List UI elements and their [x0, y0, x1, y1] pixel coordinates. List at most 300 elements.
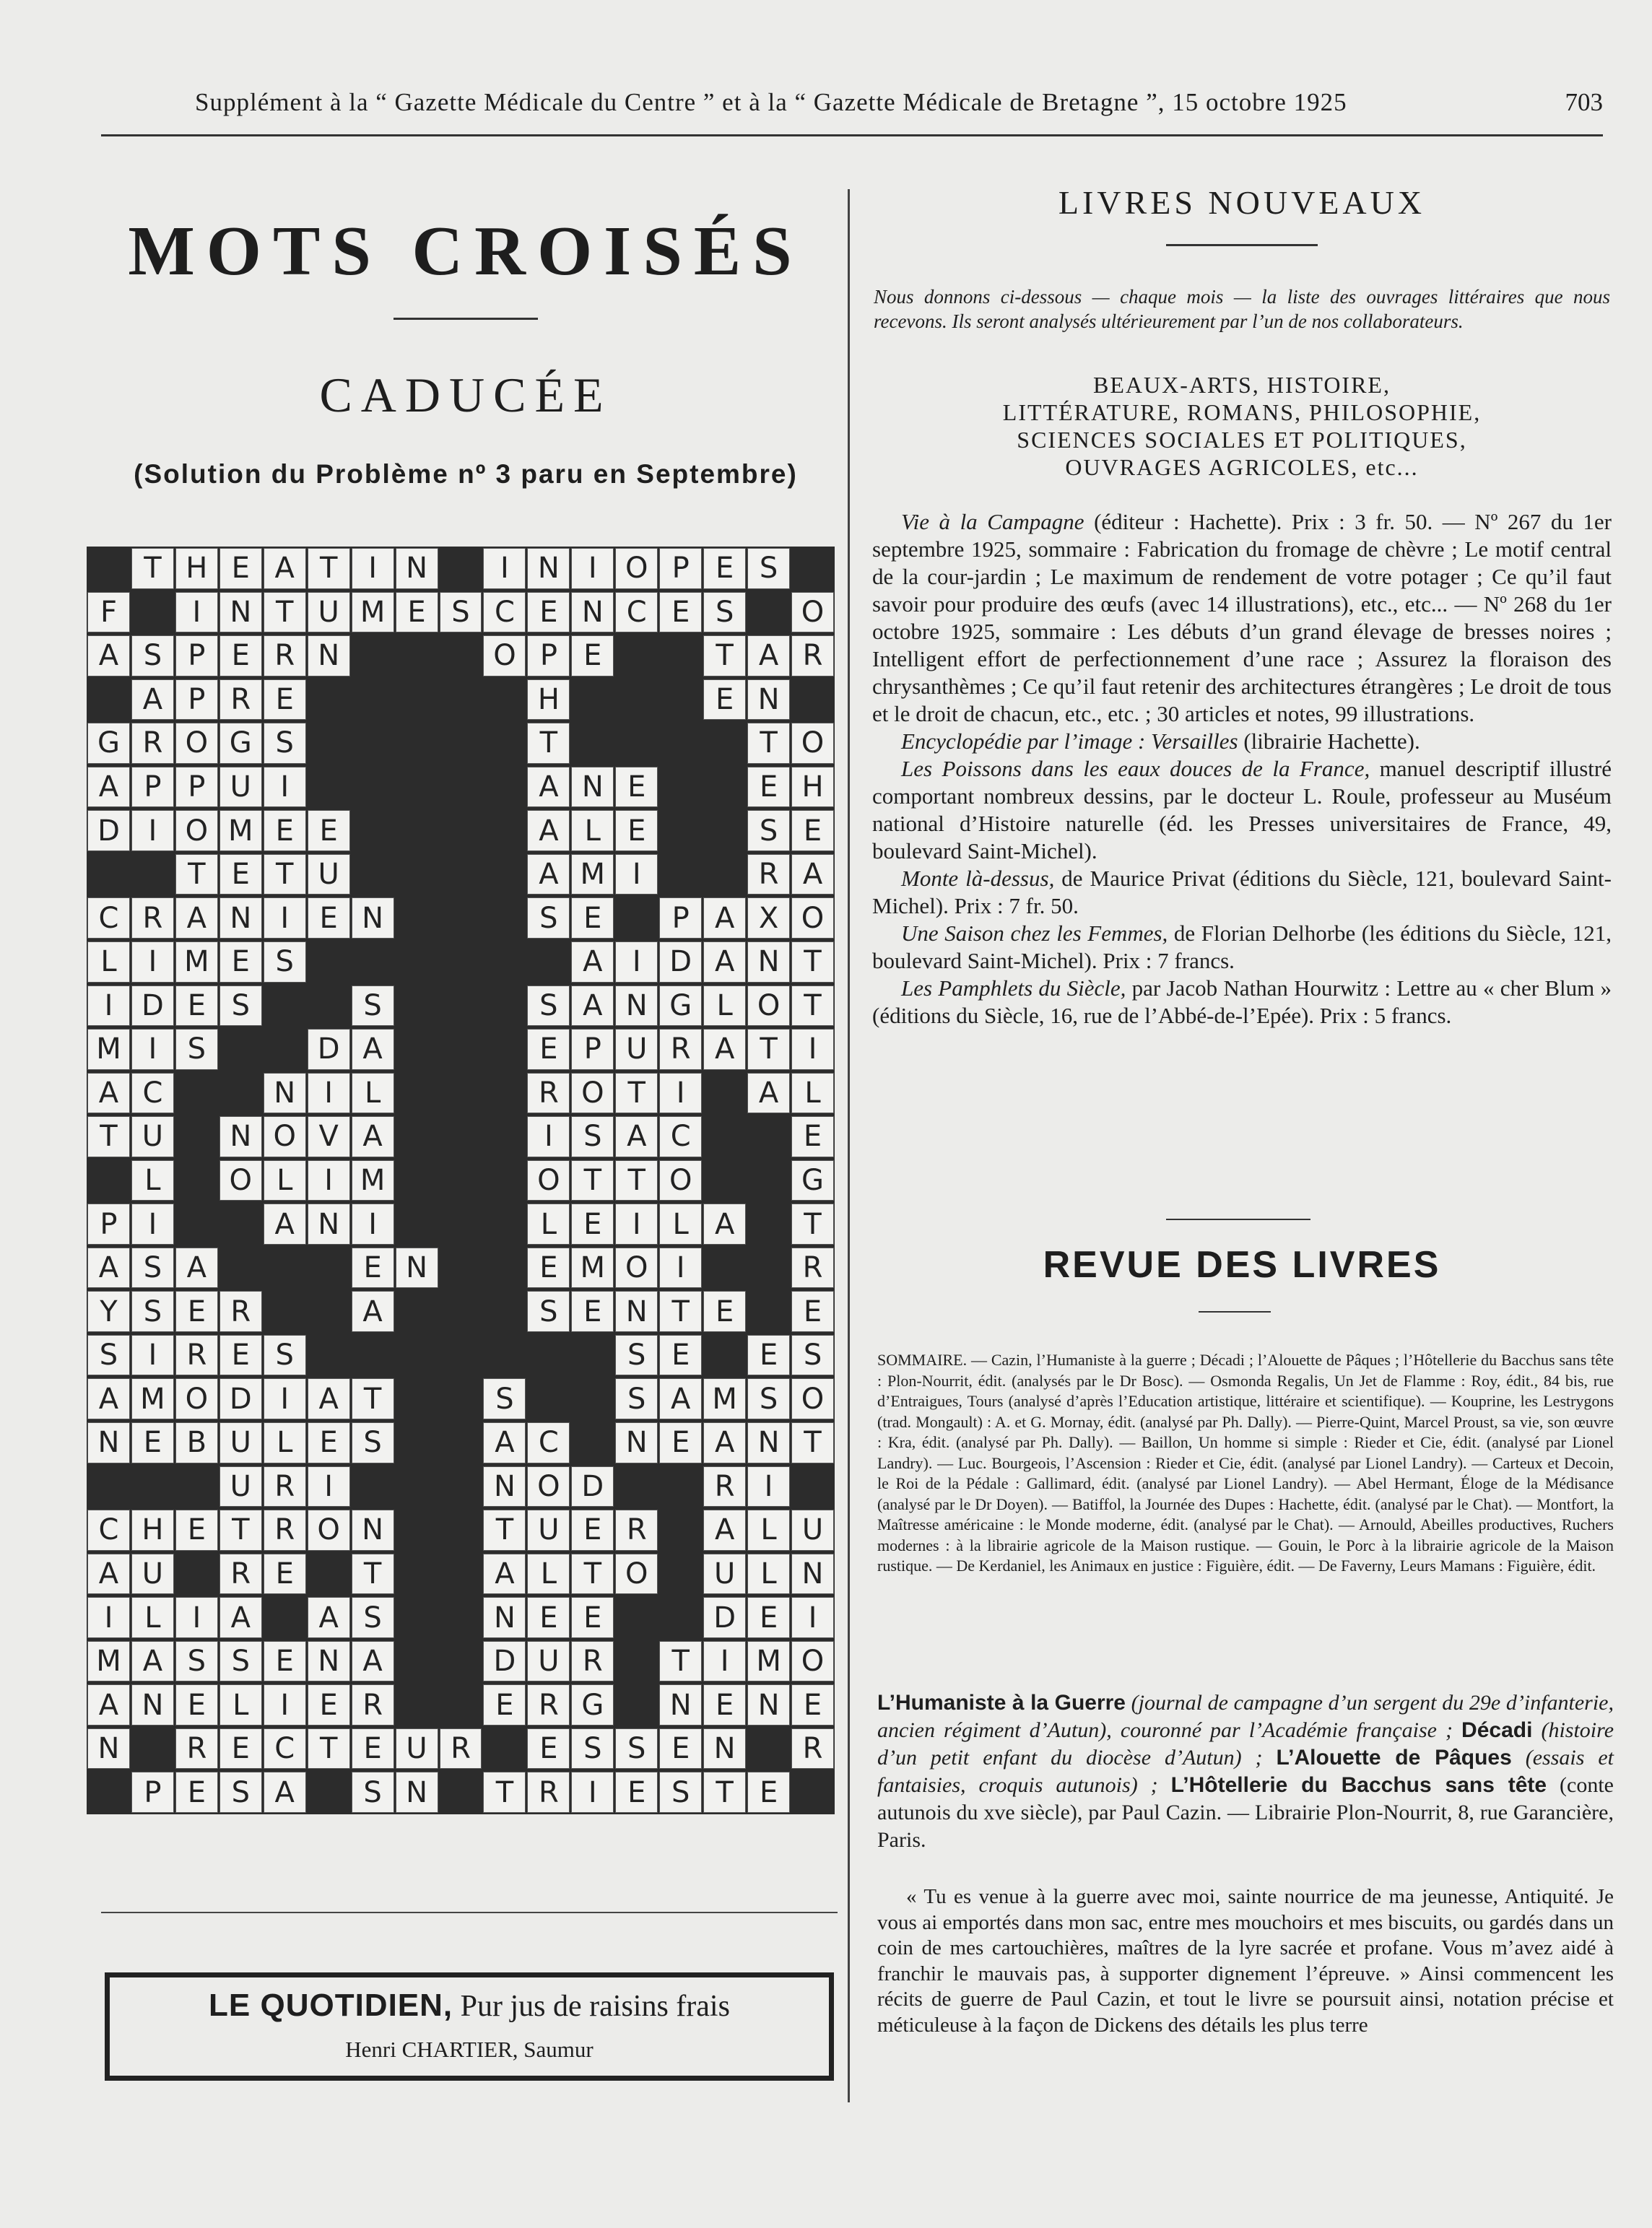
crossword-cell: L	[660, 1204, 701, 1244]
crossword-cell: S	[220, 986, 261, 1026]
crossword-cell: E	[572, 1292, 613, 1331]
crossword-cell: A	[88, 1074, 129, 1113]
book-entry	[872, 755, 1612, 865]
crossword-cell: L	[264, 1423, 305, 1463]
crossword-cell: M	[704, 1379, 745, 1419]
crossword-cell: S	[528, 898, 569, 938]
crossword-cell: H	[176, 549, 217, 588]
crossword-cell: T	[704, 636, 745, 676]
book-title: Les Pamphlets du Siècle,	[901, 975, 1126, 1001]
crossword-cell: L	[264, 1161, 305, 1201]
crossword-cell: R	[660, 1030, 701, 1069]
crossword-cell: I	[132, 942, 173, 982]
section-rule	[101, 1912, 838, 1913]
crossword-cell: A	[88, 767, 129, 807]
crossword-cell: U	[528, 1642, 569, 1681]
crossword-cell: D	[88, 811, 129, 850]
crossword-cell: M	[572, 1248, 613, 1288]
crossword-cell: U	[616, 1030, 657, 1069]
crossword-cell: G	[572, 1685, 613, 1725]
crossword-cell: I	[264, 1379, 305, 1419]
revue-rule	[1199, 1311, 1271, 1313]
crossword-cell: N	[264, 1074, 305, 1113]
crossword-cell: I	[264, 898, 305, 938]
review-book-title: Décadi	[1461, 1718, 1533, 1742]
crossword-cell: C	[528, 1423, 569, 1463]
crossword-cell: T	[352, 1554, 394, 1594]
livres-nouveaux-title: LIVRES NOUVEAUX	[1058, 184, 1426, 221]
crossword-cell: R	[220, 1554, 261, 1594]
crossword-cell: L	[528, 1204, 569, 1244]
crossword-cell: O	[176, 1379, 217, 1419]
crossword-cell: U	[528, 1510, 569, 1550]
crossword-cell: E	[308, 1685, 349, 1725]
crossword-cell: N	[572, 593, 613, 632]
crossword-cell: S	[748, 549, 789, 588]
book-details: (éditeur : Hachette). Prix : 3 fr. 50. — Nº 267 du 1er septembre 1925, sommaire : Fabrication du fromage de chèvre ; Le motif central de la cour-jardin ; Le maximum de rendement de votre potager ; Ce qu’il faut savoir pour produire des œufs (avec 14 illustrations), etc., etc... — Nº 268 du 1er octobre 1925, sommaire : Les débuts d’un grand élevage de bresses noires ; Intelligent effort de perfectionnement d’une race ; Assurez la floraison des chrysanthèmes ; Ce qu’il faut retenir des architectures étrangères ; Le droit de tous et le droit de chacun, etc., etc. ; 30 articles et notes, 99 illustrations.	[872, 509, 1612, 726]
crossword-cell: A	[132, 680, 173, 720]
crossword-cell: P	[88, 1204, 129, 1244]
crossword-cell: T	[616, 1074, 657, 1113]
crossword-cell: R	[132, 898, 173, 938]
crossword-cell: C	[616, 593, 657, 632]
crossword-cell: R	[264, 1510, 305, 1550]
title-rule	[394, 318, 538, 320]
crossword-cell: A	[308, 1598, 349, 1637]
category-line: SCIENCES SOCIALES ET POLITIQUES,	[1017, 427, 1467, 453]
crossword-cell: E	[792, 811, 833, 850]
crossword-cell: N	[616, 1292, 657, 1331]
crossword-cell: E	[616, 811, 657, 850]
crossword-cell: A	[88, 636, 129, 676]
crossword-cell: T	[308, 549, 349, 588]
crossword-cell: I	[616, 942, 657, 982]
crossword-cell: N	[308, 636, 349, 676]
crossword-cell: O	[528, 1467, 569, 1507]
crossword-cell: E	[396, 593, 438, 632]
crossword-cell: T	[308, 1729, 349, 1769]
crossword-cell: O	[264, 1117, 305, 1157]
crossword-cell: E	[264, 680, 305, 720]
crossword-cell: O	[792, 593, 833, 632]
crossword-cell: M	[352, 593, 394, 632]
crossword-cell: I	[88, 986, 129, 1026]
crossword-cell: B	[176, 1423, 217, 1463]
crossword-cell: S	[264, 942, 305, 982]
crossword-cell: L	[220, 1685, 261, 1725]
crossword-cell: T	[220, 1510, 261, 1550]
crossword-cell: L	[352, 1074, 394, 1113]
crossword-cell: N	[748, 942, 789, 982]
crossword-cell: E	[572, 898, 613, 938]
crossword-cell: I	[572, 1772, 613, 1812]
crossword-cell: X	[748, 898, 789, 938]
crossword-cell: N	[308, 1204, 349, 1244]
crossword-cell: T	[264, 855, 305, 895]
crossword-cell: R	[176, 1336, 217, 1375]
crossword-cell: E	[704, 1685, 745, 1725]
crossword-cell: E	[616, 767, 657, 807]
crossword-cell: E	[220, 1336, 261, 1375]
crossword-cell: E	[528, 1598, 569, 1637]
crossword-cell: A	[528, 855, 569, 895]
book-entry	[872, 975, 1612, 1030]
crossword-cell: E	[572, 1598, 613, 1637]
crossword-cell: E	[748, 1598, 789, 1637]
crossword-cell: N	[220, 593, 261, 632]
crossword-cell: N	[792, 1554, 833, 1594]
book-entry	[872, 508, 1612, 728]
crossword-cell: C	[660, 1117, 701, 1157]
review-book-note: (essais et fantaisies, croquis autunois) ;	[877, 1746, 1614, 1797]
crossword-cell: S	[220, 1642, 261, 1681]
crossword-cell: S	[572, 1729, 613, 1769]
crossword-cell: A	[528, 767, 569, 807]
crossword-cell: T	[704, 1772, 745, 1812]
crossword-cell: V	[308, 1117, 349, 1157]
book-entry	[872, 920, 1612, 975]
crossword-cell: S	[220, 1772, 261, 1812]
crossword-cell: S	[528, 986, 569, 1026]
crossword-cell: E	[264, 1554, 305, 1594]
crossword-cell: N	[616, 1423, 657, 1463]
book-title: Les Poissons dans les eaux douces de la France,	[901, 756, 1370, 781]
crossword-cell: P	[660, 549, 701, 588]
crossword-cell: H	[132, 1510, 173, 1550]
crossword-cell: I	[616, 1204, 657, 1244]
crossword-cell: E	[352, 1248, 394, 1288]
crossword-cell: G	[660, 986, 701, 1026]
crossword-cell: S	[352, 1598, 394, 1637]
review-quote-block	[877, 1884, 1614, 2038]
crossword-cell: I	[792, 1030, 833, 1069]
crossword-cell: A	[264, 1772, 305, 1812]
crossword-cell: S	[264, 1336, 305, 1375]
crossword-cell: S	[528, 1292, 569, 1331]
crossword-cell: P	[660, 898, 701, 938]
crossword-cell: T	[88, 1117, 129, 1157]
crossword-cell: E	[748, 767, 789, 807]
crossword-cell: G	[220, 723, 261, 763]
crossword-cell: T	[792, 1204, 833, 1244]
crossword-cell: N	[396, 1772, 438, 1812]
crossword-cell: S	[484, 1379, 525, 1419]
crossword-cell: S	[352, 986, 394, 1026]
crossword-cell: E	[704, 1292, 745, 1331]
crossword-cell: S	[132, 636, 173, 676]
crossword-cell: I	[308, 1161, 349, 1201]
crossword-cell: O	[220, 1161, 261, 1201]
crossword-cell: E	[308, 1423, 349, 1463]
crossword-cell: I	[660, 1248, 701, 1288]
crossword-cell: G	[792, 1161, 833, 1201]
crossword-cell: E	[220, 549, 261, 588]
revue-des-livres-title: REVUE DES LIVRES	[1043, 1244, 1441, 1286]
crossword-cell: R	[264, 1467, 305, 1507]
crossword-cell: R	[616, 1510, 657, 1550]
section-end-rule	[1166, 1219, 1310, 1220]
crossword-cell: N	[88, 1729, 129, 1769]
crossword-cell: M	[748, 1642, 789, 1681]
crossword-cell: I	[132, 811, 173, 850]
book-details: par Jacob Nathan Hourwitz : Lettre au « cher Blum » (éditions du Siècle, 16, rue de l’Abbé-de-l’Epée). Prix : 5 francs.	[872, 975, 1612, 1028]
crossword-cell: E	[528, 593, 569, 632]
crossword-cell: D	[660, 942, 701, 982]
crossword-cell: E	[704, 680, 745, 720]
crossword-cell: A	[484, 1554, 525, 1594]
crossword-cell: E	[264, 1642, 305, 1681]
book-entry	[872, 865, 1612, 920]
crossword-cell: E	[220, 942, 261, 982]
crossword-cell: L	[792, 1074, 833, 1113]
livres-nouveaux-list	[872, 508, 1612, 1030]
crossword-cell: E	[748, 1336, 789, 1375]
category-line: OUVRAGES AGRICOLES, etc...	[1065, 454, 1419, 480]
crossword-cell: S	[132, 1248, 173, 1288]
header-supplement-text: Supplément à la “ Gazette Médicale du Centre ” et à la “ Gazette Médicale de Bretagne ”, 15 octobre 1925	[195, 88, 1347, 116]
crossword-cell: H	[792, 767, 833, 807]
crossword-cell: N	[528, 549, 569, 588]
crossword-cell: A	[88, 1554, 129, 1594]
category-line: LITTÉRATURE, ROMANS, PHILOSOPHIE,	[1002, 399, 1482, 425]
header-rule	[101, 134, 1603, 136]
crossword-cell: E	[660, 593, 701, 632]
review-book-note: (histoire d’un petit enfant du diocèse d’Autun) ;	[877, 1718, 1614, 1770]
crossword-cell: N	[220, 1117, 261, 1157]
crossword-cell: I	[748, 1467, 789, 1507]
crossword-cell: A	[264, 549, 305, 588]
crossword-cell: L	[132, 1161, 173, 1201]
crossword-cell: S	[264, 723, 305, 763]
crossword-cell: E	[572, 636, 613, 676]
crossword-cell: L	[748, 1554, 789, 1594]
livres-nouveaux-intro: Nous donnons ci-dessous — chaque mois — la liste des ouvrages littéraires que nous recevons. Ils seront analysés ultérieurement par l’un de nos collaborateurs.	[874, 286, 1610, 332]
crossword-cell: G	[88, 723, 129, 763]
crossword-cell: D	[704, 1598, 745, 1637]
page-number: 703	[1565, 88, 1603, 116]
crossword-cell: A	[176, 1248, 217, 1288]
crossword-grid	[87, 547, 835, 1814]
crossword-cell: E	[572, 1204, 613, 1244]
crossword-cell: A	[704, 1423, 745, 1463]
livres-nouveaux-rule	[1166, 244, 1318, 246]
crossword-cell: P	[176, 636, 217, 676]
crossword-cell: L	[528, 1554, 569, 1594]
crossword-cell: T	[792, 942, 833, 982]
crossword-cell: A	[572, 942, 613, 982]
crossword-cell: U	[132, 1554, 173, 1594]
crossword-cell: S	[660, 1772, 701, 1812]
crossword-cell: S	[88, 1336, 129, 1375]
crossword-cell: S	[616, 1729, 657, 1769]
crossword-cell: I	[704, 1642, 745, 1681]
crossword-cell: A	[660, 1379, 701, 1419]
crossword-cell: O	[176, 723, 217, 763]
crossword-cell: O	[616, 1554, 657, 1594]
crossword-cell: I	[660, 1074, 701, 1113]
crossword-cell: D	[132, 986, 173, 1026]
crossword-cell: U	[132, 1117, 173, 1157]
crossword-cell: R	[264, 636, 305, 676]
crossword-cell: T	[528, 723, 569, 763]
crossword-cell: M	[88, 1030, 129, 1069]
review-book-note: (journal de campagne d’un sergent du 29e d’infanterie, ancien régiment d’Autun), couronné par l’Académie française ;	[877, 1691, 1614, 1742]
crossword-cell: O	[484, 636, 525, 676]
crossword-cell: A	[528, 811, 569, 850]
ad-producer: Henri CHARTIER, Saumur	[345, 2037, 594, 2062]
crossword-cell: S	[176, 1030, 217, 1069]
crossword-cell: S	[616, 1336, 657, 1375]
crossword-cell: C	[88, 898, 129, 938]
crossword-cell: D	[572, 1467, 613, 1507]
crossword-cell: T	[484, 1772, 525, 1812]
crossword-cell: T	[352, 1379, 394, 1419]
crossword-cell: A	[704, 1030, 745, 1069]
review-heading-paragraph	[877, 1689, 1614, 1854]
crossword-cell: I	[176, 1598, 217, 1637]
crossword-cell: R	[792, 636, 833, 676]
crossword-cell: E	[748, 1772, 789, 1812]
crossword-cell: Y	[88, 1292, 129, 1331]
crossword-cell: O	[308, 1510, 349, 1550]
crossword-cell: L	[704, 986, 745, 1026]
crossword-cell: N	[660, 1685, 701, 1725]
crossword-cell: R	[176, 1729, 217, 1769]
crossword-cell: H	[528, 680, 569, 720]
crossword-cell: I	[264, 767, 305, 807]
crossword-cell: P	[572, 1030, 613, 1069]
crossword-cell: O	[792, 723, 833, 763]
crossword-cell: I	[88, 1598, 129, 1637]
crossword-cell: A	[220, 1598, 261, 1637]
crossword-cell: C	[88, 1510, 129, 1550]
crossword-cell: A	[352, 1030, 394, 1069]
crossword-cell: A	[572, 986, 613, 1026]
crossword-cell: P	[132, 767, 173, 807]
crossword-cell: I	[352, 549, 394, 588]
crossword-cell: E	[484, 1685, 525, 1725]
crossword-cell: C	[264, 1729, 305, 1769]
crossword-cell: N	[748, 1423, 789, 1463]
crossword-cell: E	[352, 1729, 394, 1769]
crossword-cell: E	[220, 1729, 261, 1769]
crossword-cell: E	[528, 1030, 569, 1069]
crossword-cell: N	[308, 1642, 349, 1681]
crossword-cell: E	[660, 1729, 701, 1769]
book-entry	[872, 728, 1612, 755]
crossword-cell: E	[132, 1423, 173, 1463]
crossword-cell: I	[132, 1336, 173, 1375]
crossword-cell: E	[660, 1336, 701, 1375]
crossword-cell: A	[748, 1074, 789, 1113]
crossword-cell: N	[396, 1248, 438, 1288]
crossword-cell: N	[352, 898, 394, 938]
crossword-cell: T	[616, 1161, 657, 1201]
crossword-cell: U	[792, 1510, 833, 1550]
review-book-title: L’Hôtellerie du Bacchus sans tête	[1170, 1773, 1547, 1797]
crossword-cell: P	[176, 767, 217, 807]
crossword-cell: T	[792, 1423, 833, 1463]
crossword-cell: P	[132, 1772, 173, 1812]
crossword-cell: A	[88, 1685, 129, 1725]
crossword-cell: C	[132, 1074, 173, 1113]
crossword-cell: A	[484, 1423, 525, 1463]
crossword-cell: D	[308, 1030, 349, 1069]
book-details: (librairie Hachette).	[1238, 728, 1420, 754]
ad-brand: LE QUOTIDIEN,	[209, 1988, 453, 2023]
crossword-cell: U	[396, 1729, 438, 1769]
crossword-cell: T	[748, 1030, 789, 1069]
crossword-cell: E	[308, 898, 349, 938]
column-divider	[848, 189, 850, 2102]
crossword-cell: T	[660, 1642, 701, 1681]
crossword-cell: N	[88, 1423, 129, 1463]
crossword-cell: E	[572, 1510, 613, 1550]
crossword-cell: E	[528, 1729, 569, 1769]
crossword-cell: I	[572, 549, 613, 588]
summary-text: SOMMAIRE. — Cazin, l’Humaniste à la guerre ; Décadi ; l’Alouette de Pâques ; l’Hôtellerie du Bacchus sans tête : Plon-Nourrit, édit. (analysés par le Dr Bosc). — Osmonda Regalis, Un Jet de Flamme : Roy, édit., 84 bis, rue d’Entraigues, Tours (analysé d’après l’Education artistique, littéraire et scientifique). — Kouprine, les Lestrygons (trad. Mongault) : A. et G. Mornay, édit. (analysé par Ph. Dally). — Pierre-Quint, Marcel Proust, sa vie, son œuvre : Kra, édit. (analysé par Ph. Dally). — Baillon, Un homme si simple : Rieder et Cie, édit. (analysé par Lionel Landry). — Luc. Bourgeois, l’Ascension : Rieder et Cie, édit. (analysé par Lionel Landry). — Carteux et Decoin, le Roi de la Pédale : Gallimard, édit. (analysé par Lionel Landry). — Abel Hermant, Éloge de la Médisance (analysé par le Dr Doyen). — Batiffol, la Journée des Dupes : Hachette, édit. (analysé par le Chat). — Montfort, la Maîtresse américaine : le Monde moderne, édit. (analysé par le Chat). — Arnould, Abeilles productives, Ruchers modernes : à la librairie agricole de la Maison rustique. — Gouin, le Porc à la librairie agricole de la Maison rustique. — De Kerdaniel, les Animaux en justice : Figuière, édit. — De Faverny, Leurs Mamans : Figuière, édit.	[877, 1351, 1614, 1575]
crossword-cell: U	[220, 1423, 261, 1463]
crossword-cell: E	[176, 1292, 217, 1331]
crossword-cell: T	[572, 1554, 613, 1594]
crossword-cell: I	[176, 593, 217, 632]
crossword-cell: R	[440, 1729, 482, 1769]
crossword-cell: E	[792, 1685, 833, 1725]
crossword-cell: I	[264, 1685, 305, 1725]
crossword-cell: O	[572, 1074, 613, 1113]
crossword-cell: I	[528, 1117, 569, 1157]
crossword-cell: A	[132, 1642, 173, 1681]
crossword-cell: L	[572, 811, 613, 850]
crossword-cell: O	[748, 986, 789, 1026]
crossword-cell: A	[176, 898, 217, 938]
crossword-cell: E	[220, 636, 261, 676]
crossword-cell: R	[220, 680, 261, 720]
crossword-cell: N	[748, 1685, 789, 1725]
crossword-cell: N	[484, 1467, 525, 1507]
crossword-cell: E	[176, 1510, 217, 1550]
crossword-cell: S	[704, 593, 745, 632]
review-book-note: (conte autunois du xve siècle), par Paul Cazin. — Librairie Plon-Nourrit, 8, rue Garancière, Paris.	[877, 1773, 1614, 1852]
crossword-cell: E	[704, 549, 745, 588]
crossword-cell: S	[748, 1379, 789, 1419]
crossword-cell: E	[176, 986, 217, 1026]
solution-note: (Solution du Problème nº 3 paru en Septembre)	[134, 459, 798, 489]
crossword-cell: N	[220, 898, 261, 938]
book-details: de Maurice Privat (éditions du Siècle, 121, boulevard Saint-Michel). Prix : 7 fr. 50.	[872, 866, 1612, 918]
crossword-cell: E	[264, 811, 305, 850]
book-title: Monte là-dessus,	[901, 866, 1055, 891]
book-title: Encyclopédie par l’image : Versailles	[901, 728, 1238, 754]
crossword-cell: D	[484, 1642, 525, 1681]
crossword-cell: R	[792, 1248, 833, 1288]
crossword-cell: A	[748, 636, 789, 676]
crossword-cell: O	[792, 1379, 833, 1419]
crossword-cell: E	[176, 1685, 217, 1725]
revue-summary	[877, 1350, 1614, 1577]
crossword-cell: I	[308, 1074, 349, 1113]
crossword-cell: E	[176, 1772, 217, 1812]
crossword-cell: I	[132, 1204, 173, 1244]
crossword-cell: C	[484, 593, 525, 632]
crossword-cell: U	[308, 855, 349, 895]
crossword-cell: I	[484, 549, 525, 588]
book-details: manuel descriptif illustré comportant nombreux dessins, par le docteur L. Roule, professeur au Muséum national d’Histoire naturelle (éd. les Presses universitaires de France, 49, boulevard Saint-Michel).	[872, 756, 1612, 863]
review-book-title: L’Alouette de Pâques	[1276, 1746, 1512, 1770]
book-details: de Florian Delhorbe (les éditions du Siècle, 121, boulevard Saint-Michel). Prix : 7 francs.	[872, 921, 1612, 973]
crossword-cell: S	[352, 1772, 394, 1812]
crossword-cell: S	[176, 1642, 217, 1681]
